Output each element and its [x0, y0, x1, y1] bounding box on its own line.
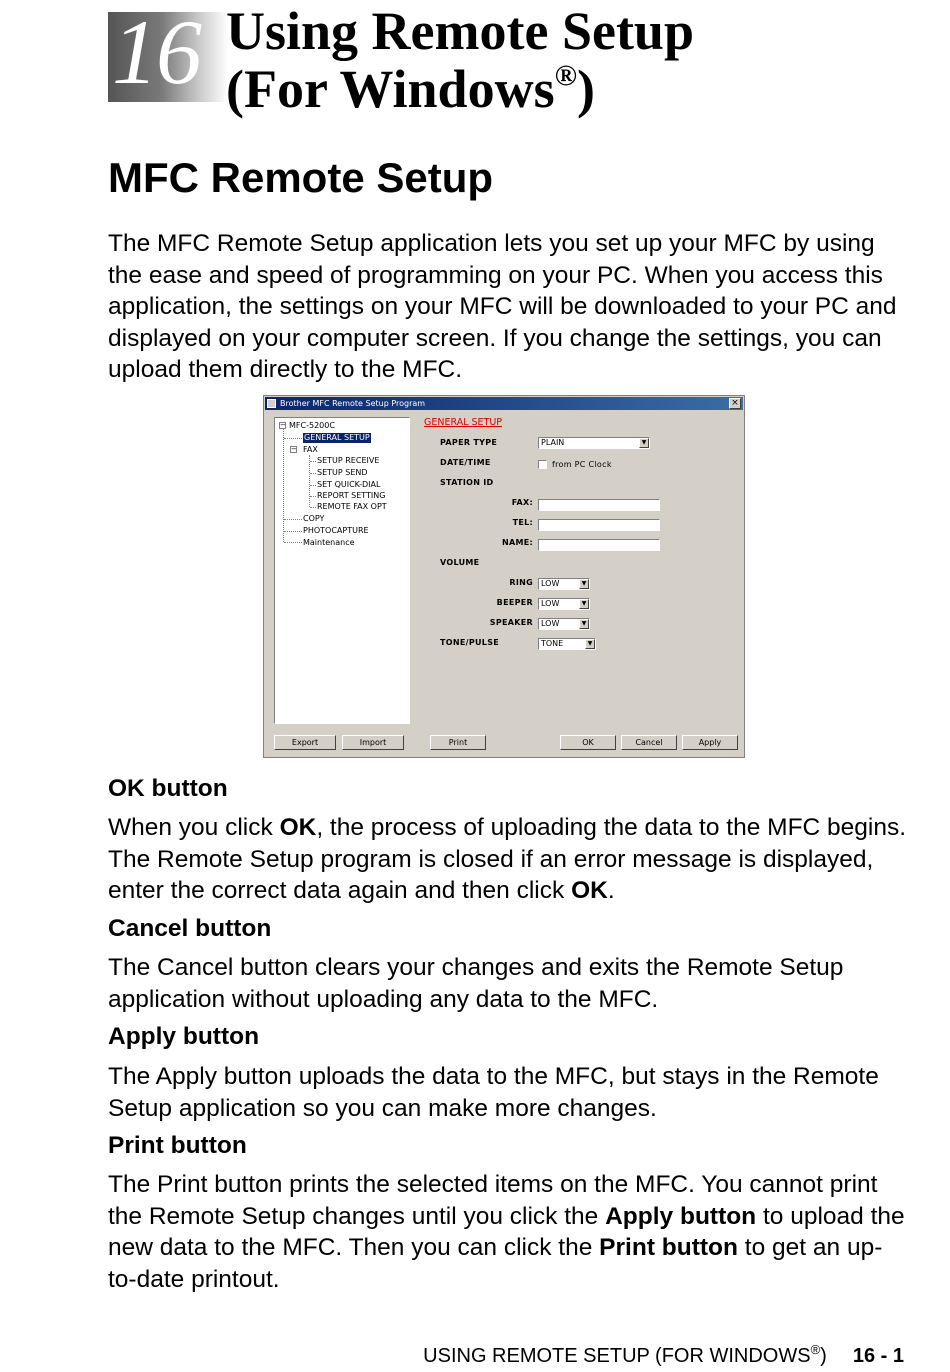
- section-title: MFC Remote Setup: [108, 154, 494, 201]
- tel-label: TEL:: [512, 518, 533, 527]
- date-time-label: DATE/TIME: [440, 458, 491, 467]
- tree-line: [310, 507, 316, 508]
- tree-line: [284, 542, 302, 543]
- intro-paragraph: The MFC Remote Setup application lets you set up your MFC by using the ease and speed of programming on your PC. When you access this application, the settings on your MFC will be downloaded to your PC and displayed on your computer screen. If you change the settings, you can upload them directly to the MFC.: [108, 230, 897, 383]
- footer-text: USING REMOTE SETUP (FOR WINDOWS: [423, 1345, 811, 1367]
- print-text-1: The Print button prints the selected items on the MFC. You cannot print the Remote Setup changes until you click the: [108, 1171, 878, 1230]
- ok-bold-1: OK: [279, 814, 317, 841]
- ring-label: RING: [509, 578, 533, 587]
- footer-registered-mark: ®: [810, 1342, 821, 1357]
- print-bold-2: Print button: [599, 1234, 738, 1261]
- collapse-icon[interactable]: −: [291, 445, 297, 453]
- beeper-value: LOW: [541, 599, 560, 608]
- chevron-down-icon[interactable]: ▼: [639, 438, 649, 448]
- beeper-select[interactable]: [538, 598, 590, 610]
- from-pc-clock-label: from PC Clock: [552, 460, 612, 469]
- print-text-3: to get an up-to-date printout.: [108, 1234, 883, 1293]
- tree-item-maintenance[interactable]: Maintenance: [303, 538, 355, 547]
- apply-paragraph: The Apply button uploads the data to the MFC, but stays in the Remote Setup application so you can make more changes.: [108, 1063, 879, 1122]
- export-button[interactable]: Export: [274, 735, 336, 750]
- tree-item-set-quick-dial[interactable]: SET QUICK-DIAL: [317, 480, 381, 489]
- ok-heading: OK button: [108, 775, 228, 802]
- tree-item-setup-send[interactable]: SETUP SEND: [317, 468, 368, 477]
- chevron-down-icon[interactable]: ▼: [579, 619, 589, 629]
- tree-item-copy[interactable]: COPY: [303, 514, 325, 523]
- chevron-down-icon[interactable]: ▼: [579, 599, 589, 609]
- panel-title: GENERAL SETUP: [424, 417, 503, 428]
- tree-item-fax[interactable]: FAX: [303, 445, 318, 454]
- ok-text-2: , the process of uploading the data to the MFC begins. The Remote Setup program is closed if an error message is displayed, enter the correct data again and then click: [108, 814, 907, 904]
- tone-pulse-label: TONE/PULSE: [440, 638, 500, 647]
- ok-paragraph: [108, 812, 908, 907]
- name-label: NAME:: [501, 538, 533, 547]
- settings-tree[interactable]: [274, 417, 410, 724]
- tree-line: [284, 519, 302, 520]
- import-button[interactable]: Import: [342, 735, 404, 750]
- tree-line: [310, 473, 316, 474]
- print-button[interactable]: Print: [430, 735, 486, 750]
- beeper-label: BEEPER: [496, 598, 533, 607]
- ok-text-3: .: [607, 877, 615, 904]
- chevron-down-icon[interactable]: ▼: [585, 639, 595, 649]
- print-text-2: to upload the new data to the MFC. Then you can click the: [108, 1202, 905, 1261]
- fax-label: FAX:: [511, 498, 533, 507]
- ok-button[interactable]: OK: [560, 735, 616, 750]
- print-bold-1: Apply button: [605, 1202, 757, 1230]
- tree-item-general-setup[interactable]: GENERAL SETUP: [304, 433, 370, 442]
- registered-mark: ®: [554, 59, 578, 92]
- cancel-heading: Cancel button: [108, 915, 272, 942]
- remote-setup-window: [263, 395, 745, 758]
- paper-type-label: PAPER TYPE: [440, 438, 498, 447]
- print-paragraph: [108, 1169, 908, 1295]
- chapter-title-line2: (For Windows: [226, 59, 555, 119]
- tree-item-remote-fax-opt[interactable]: REMOTE FAX OPT: [317, 502, 387, 511]
- print-heading: Print button: [108, 1132, 247, 1159]
- window-titlebar: [265, 397, 743, 410]
- chapter-number: 16: [112, 1, 200, 103]
- fax-input[interactable]: [538, 499, 660, 511]
- ring-select[interactable]: [538, 578, 590, 590]
- paper-type-value: PLAIN: [541, 438, 565, 447]
- ok-text-1: When you click: [108, 814, 280, 841]
- speaker-label: SPEAKER: [489, 618, 533, 627]
- tree-line: [284, 531, 302, 532]
- from-pc-clock-checkbox[interactable]: [538, 460, 547, 469]
- close-icon[interactable]: ×: [729, 398, 741, 409]
- chapter-title-close: ): [577, 59, 595, 119]
- tel-input[interactable]: [538, 519, 660, 531]
- name-input[interactable]: [538, 539, 660, 551]
- app-icon: [267, 399, 276, 408]
- chevron-down-icon[interactable]: ▼: [579, 579, 589, 589]
- page-footer: [0, 1342, 904, 1368]
- volume-label: VOLUME: [440, 558, 480, 567]
- paper-type-select[interactable]: [538, 437, 650, 449]
- ring-value: LOW: [541, 579, 560, 588]
- page-number: 16 - 1: [852, 1345, 904, 1367]
- tree-line: [309, 455, 310, 507]
- speaker-select[interactable]: [538, 618, 590, 630]
- tree-line: [310, 496, 316, 497]
- tone-pulse-select[interactable]: [538, 638, 596, 650]
- tree-item-setup-receive[interactable]: SETUP RECEIVE: [317, 456, 380, 465]
- tree-line: [284, 438, 302, 439]
- tree-item-photocapture[interactable]: PHOTOCAPTURE: [303, 526, 369, 535]
- collapse-icon[interactable]: −: [280, 421, 286, 429]
- tree-line: [283, 426, 284, 542]
- cancel-paragraph: The Cancel button clears your changes and exits the Remote Setup application without uploading any data to the MFC.: [108, 954, 844, 1013]
- window-title: Brother MFC Remote Setup Program: [280, 399, 426, 408]
- station-id-label: STATION ID: [440, 478, 494, 487]
- tree-line: [310, 485, 316, 486]
- cancel-button[interactable]: Cancel: [621, 735, 677, 750]
- apply-button[interactable]: Apply: [682, 735, 738, 750]
- tree-line: [310, 461, 316, 462]
- chapter-title: [226, 2, 694, 118]
- tree-item-mfc[interactable]: MFC-5200C: [289, 421, 335, 430]
- ok-bold-2: OK: [571, 877, 608, 904]
- tone-pulse-value: TONE: [541, 639, 564, 648]
- chapter-title-line1: Using Remote Setup: [226, 1, 694, 61]
- footer-close: ): [820, 1345, 827, 1367]
- tree-item-report-setting[interactable]: REPORT SETTING: [317, 491, 386, 500]
- apply-heading: Apply button: [108, 1023, 260, 1050]
- speaker-value: LOW: [541, 619, 560, 628]
